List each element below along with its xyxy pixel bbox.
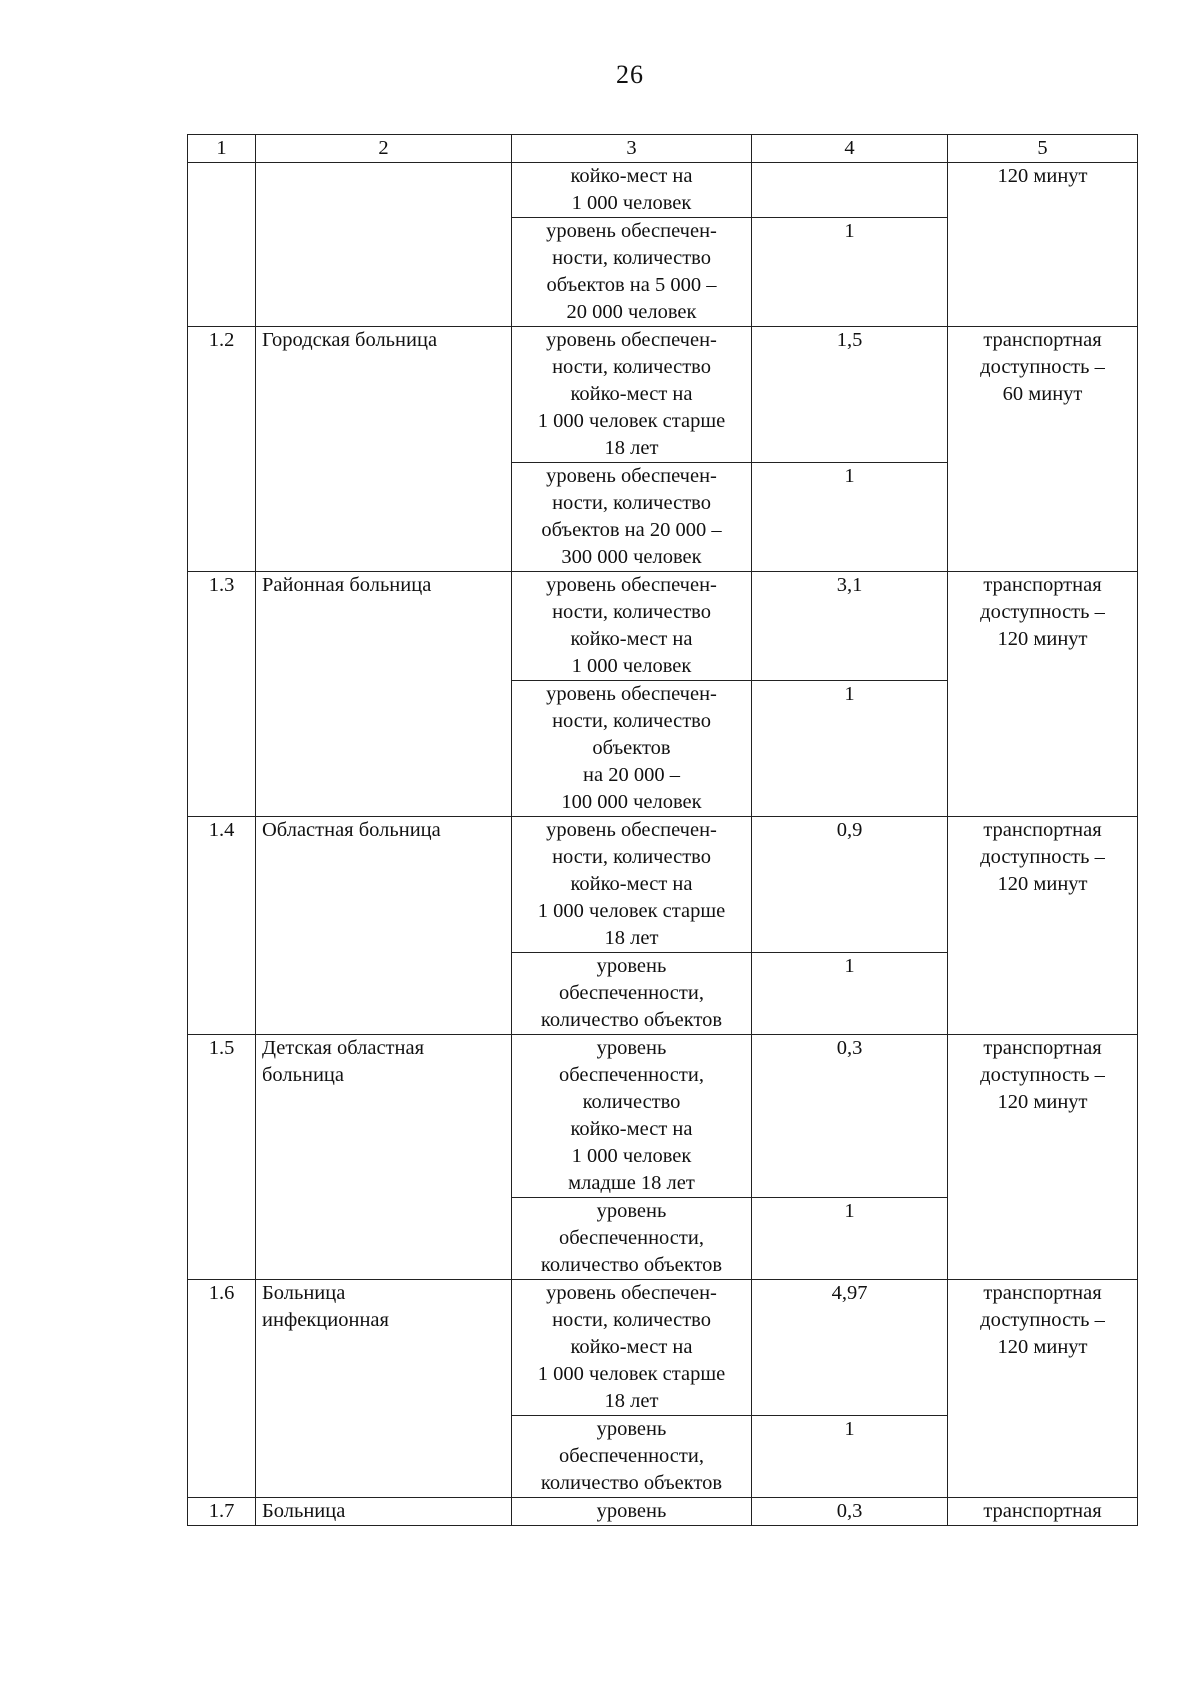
accessibility: транспортная доступность – 120 минут — [948, 1280, 1138, 1498]
table-row — [188, 1035, 1138, 1198]
indicator-description: уровень обеспечен- ности, количество койко-мест на 1 000 человек — [512, 572, 752, 681]
table-row — [188, 1280, 1138, 1416]
accessibility: транспортная доступность – 120 минут — [948, 817, 1138, 1035]
indicator-value: 0,3 — [752, 1035, 948, 1198]
accessibility: 120 минут — [948, 163, 1138, 327]
norms-table — [187, 134, 1138, 1526]
indicator-value: 3,1 — [752, 572, 948, 681]
indicator-description: уровень обеспечен- ности, количество койко-мест на 1 000 человек старше 18 лет — [512, 1280, 752, 1416]
column-header: 5 — [948, 135, 1138, 163]
facility-name: Областная больница — [256, 817, 512, 1035]
indicator-value: 1 — [752, 1198, 948, 1280]
facility-name: Больница — [256, 1498, 512, 1526]
indicator-value: 1 — [752, 463, 948, 572]
table-row — [188, 327, 1138, 463]
facility-name — [256, 163, 512, 327]
accessibility: транспортная доступность – 120 минут — [948, 1035, 1138, 1280]
table-row — [188, 163, 1138, 218]
indicator-description: уровень — [512, 1498, 752, 1526]
table-row — [188, 817, 1138, 953]
item-number: 1.3 — [188, 572, 256, 817]
column-header: 4 — [752, 135, 948, 163]
item-number: 1.2 — [188, 327, 256, 572]
indicator-value: 1,5 — [752, 327, 948, 463]
facility-name: Районная больница — [256, 572, 512, 817]
indicator-value: 1 — [752, 681, 948, 817]
facility-name: Больница инфекционная — [256, 1280, 512, 1498]
indicator-description: уровень обеспеченности, количество объектов — [512, 953, 752, 1035]
page-number: 26 — [616, 60, 644, 89]
indicator-description: уровень обеспечен- ности, количество койко-мест на 1 000 человек старше 18 лет — [512, 817, 752, 953]
indicator-description: уровень обеспечен- ности, количество объектов на 20 000 – 100 000 человек — [512, 681, 752, 817]
indicator-value — [752, 163, 948, 218]
indicator-description: уровень обеспеченности, количество объектов — [512, 1416, 752, 1498]
table-row — [188, 1498, 1138, 1526]
item-number: 1.7 — [188, 1498, 256, 1526]
item-number: 1.4 — [188, 817, 256, 1035]
indicator-description: уровень обеспеченности, количество объектов — [512, 1198, 752, 1280]
indicator-value: 4,97 — [752, 1280, 948, 1416]
column-header: 2 — [256, 135, 512, 163]
item-number: 1.5 — [188, 1035, 256, 1280]
indicator-description: уровень обеспечен- ности, количество койко-мест на 1 000 человек старше 18 лет — [512, 327, 752, 463]
indicator-value: 1 — [752, 218, 948, 327]
indicator-value: 0,3 — [752, 1498, 948, 1526]
indicator-value: 1 — [752, 1416, 948, 1498]
column-header: 3 — [512, 135, 752, 163]
facility-name: Городская больница — [256, 327, 512, 572]
facility-name: Детская областная больница — [256, 1035, 512, 1280]
item-number: 1.6 — [188, 1280, 256, 1498]
table-header-row — [188, 135, 1138, 163]
table-row — [188, 572, 1138, 681]
accessibility: транспортная доступность – 60 минут — [948, 327, 1138, 572]
column-header: 1 — [188, 135, 256, 163]
item-number — [188, 163, 256, 327]
indicator-value: 1 — [752, 953, 948, 1035]
accessibility: транспортная доступность – 120 минут — [948, 572, 1138, 817]
indicator-value: 0,9 — [752, 817, 948, 953]
indicator-description: уровень обеспечен- ности, количество объектов на 5 000 – 20 000 человек — [512, 218, 752, 327]
indicator-description: уровень обеспечен- ности, количество объектов на 20 000 – 300 000 человек — [512, 463, 752, 572]
indicator-description: койко-мест на 1 000 человек — [512, 163, 752, 218]
accessibility: транспортная — [948, 1498, 1138, 1526]
indicator-description: уровень обеспеченности, количество койко-мест на 1 000 человек младше 18 лет — [512, 1035, 752, 1198]
